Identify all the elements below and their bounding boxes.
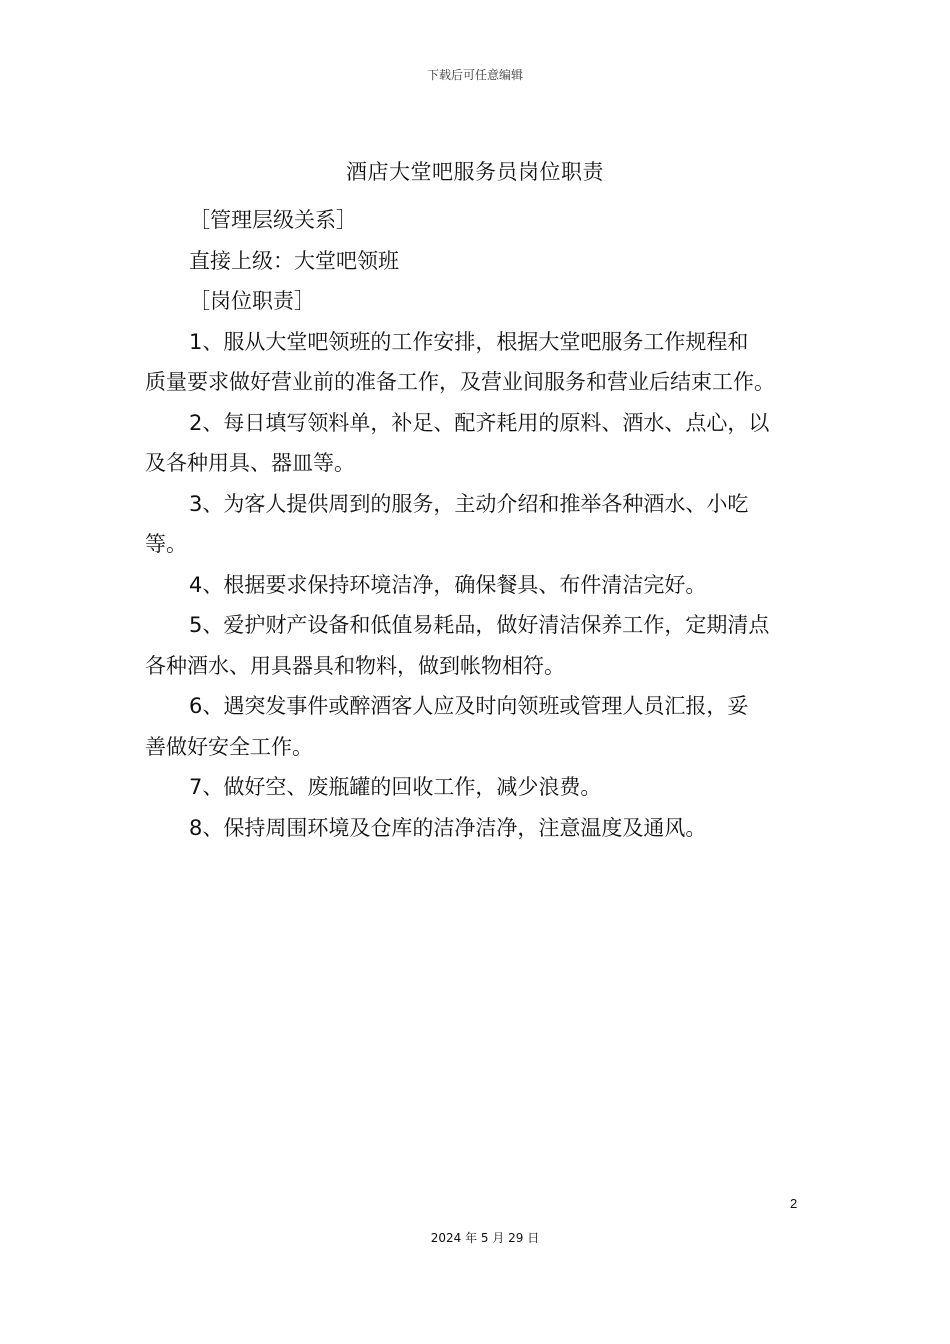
body-line: 善做好安全工作。 <box>145 734 313 759</box>
body-line: 等。 <box>145 532 187 556</box>
body-line: 7、做好空、废瓶罐的回收工作，减少浪费。 <box>189 775 602 799</box>
body-line: 及各种用具、器皿等。 <box>145 451 355 475</box>
page-number: 2 <box>790 1196 798 1211</box>
body-line: 6、遇突发事件或醉酒客人应及时向领班或管理人员汇报，妥 <box>189 694 749 718</box>
body-line: 2、每日填写领料单，补足、配齐耗用的原料、酒水、点心，以 <box>189 410 770 435</box>
document-body <box>145 200 810 848</box>
body-line: 1、服从大堂吧领班的工作安排，根据大堂吧服务工作规程和 <box>189 329 749 354</box>
body-line: 8、保持周围环境及仓库的洁净洁净，注意温度及通风。 <box>189 815 707 840</box>
body-line: ［岗位职责］ <box>189 289 315 313</box>
body-line: 3、为客人提供周到的服务，主动介绍和推举各种酒水、小吃 <box>189 491 749 516</box>
body-line: 5、爱护财产设备和低值易耗品，做好清洁保养工作，定期清点 <box>189 613 770 637</box>
body-line: 各种酒水、用具器具和物料，做到帐物相符。 <box>145 653 565 678</box>
body-line: ［管理层级关系］ <box>189 208 357 232</box>
footer-date: 2024 年 5 月 29 日 <box>430 1231 540 1245</box>
page-header: 下载后可任意编辑 <box>426 68 523 82</box>
body-line: 4、根据要求保持环境洁净，确保餐具、布件清洁完好。 <box>189 572 707 597</box>
body-line: 质量要求做好营业前的准备工作，及营业间服务和营业后结束工作。 <box>145 370 775 394</box>
body-line: 直接上级：大堂吧领班 <box>189 248 399 273</box>
document-title: 酒店大堂吧服务员岗位职责 <box>346 160 604 184</box>
